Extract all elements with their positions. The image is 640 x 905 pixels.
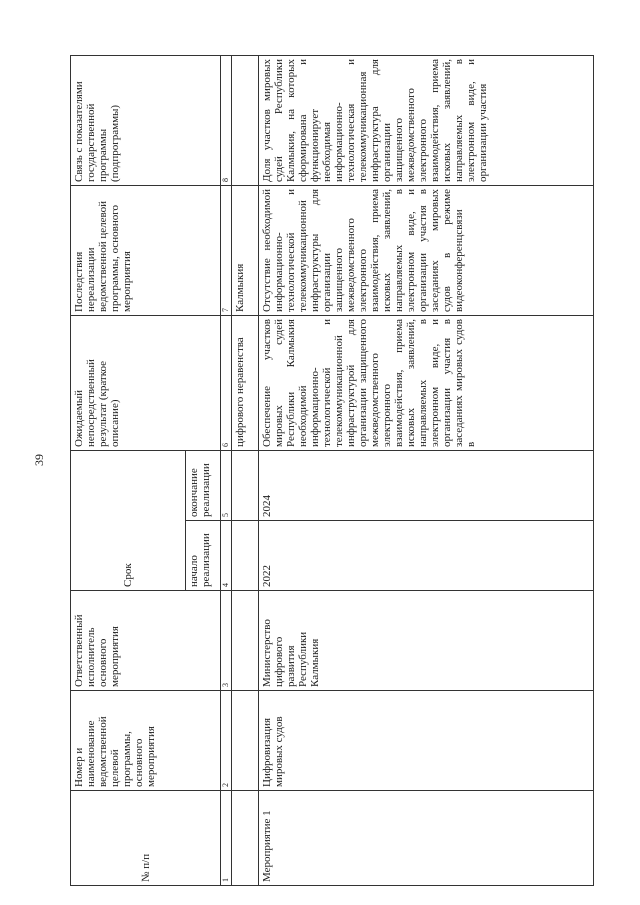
cell-measure-name: Цифровизация мировых судов <box>259 691 594 791</box>
cell-expected-result: Обеспечение участков мировых судей Республики Калмыкия необходимой информационно-технологической и телекоммуникационной инфраструктурой для организации защищенного межведомственного электронного взаимодействия, приема исковых заявлений, направляемых в электронном виде, и организации участия в заседаниях мировых судов в <box>259 316 594 451</box>
header-number: № п/п <box>71 791 221 886</box>
cell-result-prev: цифрового неравенства <box>232 316 259 451</box>
table-row <box>232 56 259 886</box>
header-consequences: Последствия нереализации ведомственной целевой программы, основного мероприятия <box>71 186 221 316</box>
cell-start-year: 2022 <box>259 521 594 591</box>
measures-table <box>70 55 594 886</box>
table-row <box>259 56 594 886</box>
col-number: 4 <box>221 521 232 591</box>
cell-measure-number: Мероприятие 1 <box>259 791 594 886</box>
cell-end-year: 2024 <box>259 451 594 521</box>
header-program-name: Номер и наименование ведомственной целевой программы, основного мероприятия <box>71 691 221 791</box>
header-end: окончание реализации <box>186 451 221 521</box>
col-number: 8 <box>221 56 232 186</box>
cell-consequences: Отсутствие необходимой информационно-технологической и телекоммуникационной инфраструктуры для организации защищенного межведомственного электронного взаимодействия, приема исковых заявлений, направляемых в электронном виде, и организации участия в заседаниях мировых судов в режиме видеоконференцсвязи <box>259 186 594 316</box>
header-term: Срок <box>71 451 186 591</box>
page-number: 39 <box>32 454 46 466</box>
col-number: 2 <box>221 691 232 791</box>
header-link-indicators: Связь с показателями государственной программы (подпрограммы) <box>71 56 221 186</box>
col-number: 7 <box>221 186 232 316</box>
rotated-table-container <box>70 56 630 886</box>
col-number: 5 <box>221 451 232 521</box>
header-executor: Ответственный исполнитель основного мероприятия <box>71 591 221 691</box>
cell-link-indicators: Доля участков мировых судей Республики Калмыкия, на которых сформирована и функционирует необходимая информационно-технологическая и телекоммуникационная инфраструктура для организации защищенного межведомственного электронного взаимодействия, приема исковых заявлений, направляемых в электронном виде, и организации участия <box>259 56 594 186</box>
col-number: 6 <box>221 316 232 451</box>
col-number: 1 <box>221 791 232 886</box>
cell-executor: Министерство цифрового развития Республики Калмыкия <box>259 591 594 691</box>
cell-consequence-prev: Калмыкия <box>232 186 259 316</box>
header-start: начало реализации <box>186 521 221 591</box>
header-expected-result: Ожидаемый непосредственный результат (краткое описание) <box>71 316 221 451</box>
col-number: 3 <box>221 591 232 691</box>
